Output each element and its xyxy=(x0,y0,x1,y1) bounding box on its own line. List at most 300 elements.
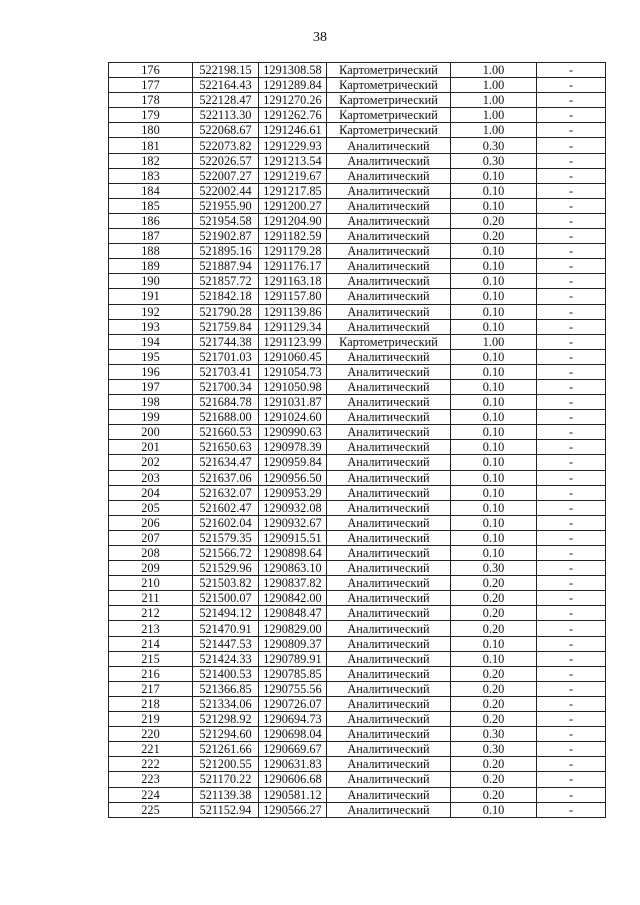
accuracy-cell: 0.10 xyxy=(451,515,537,530)
y-coordinate-cell: 1291129.34 xyxy=(259,319,327,334)
accuracy-cell: 0.20 xyxy=(451,621,537,636)
accuracy-cell: 0.20 xyxy=(451,591,537,606)
accuracy-cell: 0.10 xyxy=(451,395,537,410)
y-coordinate-cell: 1290956.50 xyxy=(259,470,327,485)
y-coordinate-cell: 1290631.83 xyxy=(259,757,327,772)
table-row xyxy=(109,621,606,636)
x-coordinate-cell: 521744.38 xyxy=(193,334,259,349)
x-coordinate-cell: 521790.28 xyxy=(193,304,259,319)
note-cell: - xyxy=(537,802,606,817)
accuracy-cell: 0.10 xyxy=(451,379,537,394)
point-number-cell: 212 xyxy=(109,606,193,621)
method-cell: Аналитический xyxy=(327,213,451,228)
note-cell: - xyxy=(537,470,606,485)
point-number-cell: 187 xyxy=(109,229,193,244)
y-coordinate-cell: 1291050.98 xyxy=(259,379,327,394)
note-cell: - xyxy=(537,742,606,757)
method-cell: Аналитический xyxy=(327,530,451,545)
y-coordinate-cell: 1290669.67 xyxy=(259,742,327,757)
note-cell: - xyxy=(537,727,606,742)
x-coordinate-cell: 521447.53 xyxy=(193,636,259,651)
table-row xyxy=(109,349,606,364)
note-cell: - xyxy=(537,259,606,274)
x-coordinate-cell: 521400.53 xyxy=(193,666,259,681)
note-cell: - xyxy=(537,274,606,289)
y-coordinate-cell: 1291270.26 xyxy=(259,93,327,108)
y-coordinate-cell: 1291163.18 xyxy=(259,274,327,289)
note-cell: - xyxy=(537,108,606,123)
point-number-cell: 208 xyxy=(109,546,193,561)
method-cell: Аналитический xyxy=(327,515,451,530)
table-row xyxy=(109,681,606,696)
x-coordinate-cell: 521842.18 xyxy=(193,289,259,304)
table-row xyxy=(109,274,606,289)
method-cell: Аналитический xyxy=(327,576,451,591)
method-cell: Аналитический xyxy=(327,244,451,259)
x-coordinate-cell: 522026.57 xyxy=(193,153,259,168)
table-row xyxy=(109,772,606,787)
point-number-cell: 185 xyxy=(109,198,193,213)
accuracy-cell: 0.30 xyxy=(451,727,537,742)
table-row xyxy=(109,606,606,621)
method-cell: Аналитический xyxy=(327,712,451,727)
point-number-cell: 181 xyxy=(109,138,193,153)
point-number-cell: 176 xyxy=(109,63,193,78)
y-coordinate-cell: 1290953.29 xyxy=(259,485,327,500)
table-row xyxy=(109,757,606,772)
method-cell: Аналитический xyxy=(327,621,451,636)
note-cell: - xyxy=(537,636,606,651)
note-cell: - xyxy=(537,425,606,440)
x-coordinate-cell: 521602.47 xyxy=(193,500,259,515)
accuracy-cell: 0.10 xyxy=(451,198,537,213)
note-cell: - xyxy=(537,651,606,666)
point-number-cell: 184 xyxy=(109,183,193,198)
y-coordinate-cell: 1290581.12 xyxy=(259,787,327,802)
point-number-cell: 199 xyxy=(109,410,193,425)
x-coordinate-cell: 521637.06 xyxy=(193,470,259,485)
method-cell: Картометрический xyxy=(327,93,451,108)
accuracy-cell: 0.20 xyxy=(451,576,537,591)
x-coordinate-cell: 521703.41 xyxy=(193,364,259,379)
x-coordinate-cell: 521261.66 xyxy=(193,742,259,757)
note-cell: - xyxy=(537,787,606,802)
note-cell: - xyxy=(537,666,606,681)
accuracy-cell: 0.20 xyxy=(451,681,537,696)
accuracy-cell: 0.10 xyxy=(451,530,537,545)
point-number-cell: 214 xyxy=(109,636,193,651)
method-cell: Аналитический xyxy=(327,440,451,455)
point-number-cell: 182 xyxy=(109,153,193,168)
method-cell: Аналитический xyxy=(327,183,451,198)
method-cell: Аналитический xyxy=(327,229,451,244)
note-cell: - xyxy=(537,681,606,696)
point-number-cell: 209 xyxy=(109,561,193,576)
table-row xyxy=(109,138,606,153)
note-cell: - xyxy=(537,229,606,244)
y-coordinate-cell: 1290726.07 xyxy=(259,696,327,711)
accuracy-cell: 0.10 xyxy=(451,425,537,440)
x-coordinate-cell: 521895.16 xyxy=(193,244,259,259)
method-cell: Аналитический xyxy=(327,742,451,757)
point-number-cell: 186 xyxy=(109,213,193,228)
method-cell: Аналитический xyxy=(327,802,451,817)
x-coordinate-cell: 522198.15 xyxy=(193,63,259,78)
y-coordinate-cell: 1291213.54 xyxy=(259,153,327,168)
table-row xyxy=(109,802,606,817)
accuracy-cell: 0.20 xyxy=(451,712,537,727)
accuracy-cell: 0.10 xyxy=(451,485,537,500)
y-coordinate-cell: 1290932.08 xyxy=(259,500,327,515)
y-coordinate-cell: 1291289.84 xyxy=(259,78,327,93)
note-cell: - xyxy=(537,500,606,515)
point-number-cell: 190 xyxy=(109,274,193,289)
method-cell: Аналитический xyxy=(327,319,451,334)
point-number-cell: 220 xyxy=(109,727,193,742)
point-number-cell: 198 xyxy=(109,395,193,410)
point-number-cell: 203 xyxy=(109,470,193,485)
y-coordinate-cell: 1291229.93 xyxy=(259,138,327,153)
y-coordinate-cell: 1290848.47 xyxy=(259,606,327,621)
accuracy-cell: 0.20 xyxy=(451,772,537,787)
method-cell: Картометрический xyxy=(327,108,451,123)
point-number-cell: 210 xyxy=(109,576,193,591)
x-coordinate-cell: 521139.38 xyxy=(193,787,259,802)
note-cell: - xyxy=(537,379,606,394)
method-cell: Аналитический xyxy=(327,289,451,304)
table-row xyxy=(109,651,606,666)
table-row xyxy=(109,289,606,304)
y-coordinate-cell: 1290829.00 xyxy=(259,621,327,636)
method-cell: Аналитический xyxy=(327,274,451,289)
table-row xyxy=(109,470,606,485)
method-cell: Аналитический xyxy=(327,379,451,394)
point-number-cell: 204 xyxy=(109,485,193,500)
accuracy-cell: 0.10 xyxy=(451,304,537,319)
y-coordinate-cell: 1290694.73 xyxy=(259,712,327,727)
x-coordinate-cell: 521298.92 xyxy=(193,712,259,727)
accuracy-cell: 0.10 xyxy=(451,410,537,425)
point-number-cell: 216 xyxy=(109,666,193,681)
y-coordinate-cell: 1291157.80 xyxy=(259,289,327,304)
table-row xyxy=(109,561,606,576)
table-row xyxy=(109,168,606,183)
accuracy-cell: 0.20 xyxy=(451,666,537,681)
accuracy-cell: 0.10 xyxy=(451,440,537,455)
table-row xyxy=(109,364,606,379)
method-cell: Аналитический xyxy=(327,500,451,515)
method-cell: Аналитический xyxy=(327,696,451,711)
y-coordinate-cell: 1291182.59 xyxy=(259,229,327,244)
note-cell: - xyxy=(537,183,606,198)
point-number-cell: 195 xyxy=(109,349,193,364)
table-row xyxy=(109,319,606,334)
accuracy-cell: 0.10 xyxy=(451,289,537,304)
x-coordinate-cell: 522068.67 xyxy=(193,123,259,138)
method-cell: Аналитический xyxy=(327,198,451,213)
point-number-cell: 206 xyxy=(109,515,193,530)
point-number-cell: 179 xyxy=(109,108,193,123)
note-cell: - xyxy=(537,153,606,168)
method-cell: Аналитический xyxy=(327,546,451,561)
accuracy-cell: 0.10 xyxy=(451,470,537,485)
point-number-cell: 202 xyxy=(109,455,193,470)
x-coordinate-cell: 521566.72 xyxy=(193,546,259,561)
table-row xyxy=(109,787,606,802)
table-row xyxy=(109,334,606,349)
x-coordinate-cell: 522007.27 xyxy=(193,168,259,183)
y-coordinate-cell: 1290978.39 xyxy=(259,440,327,455)
note-cell: - xyxy=(537,606,606,621)
point-number-cell: 218 xyxy=(109,696,193,711)
point-number-cell: 191 xyxy=(109,289,193,304)
accuracy-cell: 0.30 xyxy=(451,153,537,168)
table-row xyxy=(109,591,606,606)
method-cell: Аналитический xyxy=(327,485,451,500)
x-coordinate-cell: 521688.00 xyxy=(193,410,259,425)
note-cell: - xyxy=(537,757,606,772)
x-coordinate-cell: 522164.43 xyxy=(193,78,259,93)
note-cell: - xyxy=(537,93,606,108)
table-row xyxy=(109,244,606,259)
x-coordinate-cell: 521170.22 xyxy=(193,772,259,787)
method-cell: Аналитический xyxy=(327,168,451,183)
point-number-cell: 193 xyxy=(109,319,193,334)
method-cell: Аналитический xyxy=(327,636,451,651)
point-number-cell: 223 xyxy=(109,772,193,787)
accuracy-cell: 0.20 xyxy=(451,787,537,802)
x-coordinate-cell: 521955.90 xyxy=(193,198,259,213)
method-cell: Аналитический xyxy=(327,410,451,425)
table-row xyxy=(109,696,606,711)
note-cell: - xyxy=(537,289,606,304)
method-cell: Аналитический xyxy=(327,349,451,364)
point-number-cell: 207 xyxy=(109,530,193,545)
method-cell: Аналитический xyxy=(327,138,451,153)
note-cell: - xyxy=(537,712,606,727)
accuracy-cell: 0.10 xyxy=(451,546,537,561)
note-cell: - xyxy=(537,78,606,93)
method-cell: Аналитический xyxy=(327,757,451,772)
x-coordinate-cell: 521857.72 xyxy=(193,274,259,289)
point-number-cell: 201 xyxy=(109,440,193,455)
accuracy-cell: 0.20 xyxy=(451,757,537,772)
note-cell: - xyxy=(537,546,606,561)
y-coordinate-cell: 1291139.86 xyxy=(259,304,327,319)
point-number-cell: 225 xyxy=(109,802,193,817)
table-row xyxy=(109,440,606,455)
table-row xyxy=(109,455,606,470)
table-row xyxy=(109,712,606,727)
method-cell: Аналитический xyxy=(327,455,451,470)
x-coordinate-cell: 521494.12 xyxy=(193,606,259,621)
note-cell: - xyxy=(537,561,606,576)
y-coordinate-cell: 1290785.85 xyxy=(259,666,327,681)
point-number-cell: 224 xyxy=(109,787,193,802)
note-cell: - xyxy=(537,485,606,500)
y-coordinate-cell: 1291060.45 xyxy=(259,349,327,364)
table-row xyxy=(109,425,606,440)
point-number-cell: 196 xyxy=(109,364,193,379)
table-row xyxy=(109,636,606,651)
accuracy-cell: 0.10 xyxy=(451,244,537,259)
table-row xyxy=(109,727,606,742)
accuracy-cell: 0.20 xyxy=(451,606,537,621)
x-coordinate-cell: 521579.35 xyxy=(193,530,259,545)
accuracy-cell: 1.00 xyxy=(451,334,537,349)
method-cell: Картометрический xyxy=(327,78,451,93)
point-number-cell: 177 xyxy=(109,78,193,93)
y-coordinate-cell: 1291179.28 xyxy=(259,244,327,259)
x-coordinate-cell: 521660.53 xyxy=(193,425,259,440)
table-row xyxy=(109,379,606,394)
table-row xyxy=(109,546,606,561)
x-coordinate-cell: 521684.78 xyxy=(193,395,259,410)
x-coordinate-cell: 522073.82 xyxy=(193,138,259,153)
note-cell: - xyxy=(537,63,606,78)
point-number-cell: 219 xyxy=(109,712,193,727)
y-coordinate-cell: 1290959.84 xyxy=(259,455,327,470)
point-number-cell: 183 xyxy=(109,168,193,183)
y-coordinate-cell: 1291123.99 xyxy=(259,334,327,349)
accuracy-cell: 0.10 xyxy=(451,455,537,470)
accuracy-cell: 1.00 xyxy=(451,63,537,78)
accuracy-cell: 0.30 xyxy=(451,138,537,153)
y-coordinate-cell: 1291204.90 xyxy=(259,213,327,228)
x-coordinate-cell: 521294.60 xyxy=(193,727,259,742)
table-row xyxy=(109,742,606,757)
point-number-cell: 213 xyxy=(109,621,193,636)
method-cell: Аналитический xyxy=(327,259,451,274)
point-number-cell: 189 xyxy=(109,259,193,274)
table-row xyxy=(109,576,606,591)
y-coordinate-cell: 1290932.67 xyxy=(259,515,327,530)
x-coordinate-cell: 521634.47 xyxy=(193,455,259,470)
x-coordinate-cell: 521334.06 xyxy=(193,696,259,711)
point-number-cell: 200 xyxy=(109,425,193,440)
note-cell: - xyxy=(537,410,606,425)
y-coordinate-cell: 1291054.73 xyxy=(259,364,327,379)
y-coordinate-cell: 1291308.58 xyxy=(259,63,327,78)
note-cell: - xyxy=(537,349,606,364)
point-number-cell: 194 xyxy=(109,334,193,349)
table-row xyxy=(109,93,606,108)
method-cell: Аналитический xyxy=(327,727,451,742)
method-cell: Картометрический xyxy=(327,123,451,138)
y-coordinate-cell: 1290842.00 xyxy=(259,591,327,606)
y-coordinate-cell: 1290606.68 xyxy=(259,772,327,787)
note-cell: - xyxy=(537,123,606,138)
table-row xyxy=(109,123,606,138)
table-row xyxy=(109,485,606,500)
point-number-cell: 192 xyxy=(109,304,193,319)
y-coordinate-cell: 1290898.64 xyxy=(259,546,327,561)
table-row xyxy=(109,259,606,274)
x-coordinate-cell: 521954.58 xyxy=(193,213,259,228)
accuracy-cell: 0.20 xyxy=(451,229,537,244)
note-cell: - xyxy=(537,591,606,606)
x-coordinate-cell: 521887.94 xyxy=(193,259,259,274)
note-cell: - xyxy=(537,198,606,213)
y-coordinate-cell: 1290809.37 xyxy=(259,636,327,651)
accuracy-cell: 0.10 xyxy=(451,349,537,364)
y-coordinate-cell: 1291176.17 xyxy=(259,259,327,274)
y-coordinate-cell: 1291262.76 xyxy=(259,108,327,123)
table-row xyxy=(109,410,606,425)
table-row xyxy=(109,530,606,545)
point-number-cell: 197 xyxy=(109,379,193,394)
coordinates-table xyxy=(108,62,606,818)
y-coordinate-cell: 1290837.82 xyxy=(259,576,327,591)
note-cell: - xyxy=(537,455,606,470)
note-cell: - xyxy=(537,334,606,349)
accuracy-cell: 0.30 xyxy=(451,561,537,576)
point-number-cell: 222 xyxy=(109,757,193,772)
note-cell: - xyxy=(537,395,606,410)
method-cell: Аналитический xyxy=(327,561,451,576)
method-cell: Аналитический xyxy=(327,666,451,681)
note-cell: - xyxy=(537,364,606,379)
accuracy-cell: 0.10 xyxy=(451,274,537,289)
y-coordinate-cell: 1290789.91 xyxy=(259,651,327,666)
table-row xyxy=(109,304,606,319)
x-coordinate-cell: 521424.33 xyxy=(193,651,259,666)
accuracy-cell: 0.10 xyxy=(451,651,537,666)
accuracy-cell: 0.30 xyxy=(451,742,537,757)
point-number-cell: 211 xyxy=(109,591,193,606)
note-cell: - xyxy=(537,515,606,530)
accuracy-cell: 0.10 xyxy=(451,319,537,334)
table-row xyxy=(109,63,606,78)
method-cell: Аналитический xyxy=(327,787,451,802)
y-coordinate-cell: 1291246.61 xyxy=(259,123,327,138)
x-coordinate-cell: 521500.07 xyxy=(193,591,259,606)
y-coordinate-cell: 1290915.51 xyxy=(259,530,327,545)
table-row xyxy=(109,153,606,168)
point-number-cell: 221 xyxy=(109,742,193,757)
accuracy-cell: 0.20 xyxy=(451,213,537,228)
accuracy-cell: 0.10 xyxy=(451,259,537,274)
y-coordinate-cell: 1290698.04 xyxy=(259,727,327,742)
y-coordinate-cell: 1291200.27 xyxy=(259,198,327,213)
note-cell: - xyxy=(537,213,606,228)
note-cell: - xyxy=(537,138,606,153)
table-row xyxy=(109,78,606,93)
x-coordinate-cell: 521200.55 xyxy=(193,757,259,772)
x-coordinate-cell: 522002.44 xyxy=(193,183,259,198)
note-cell: - xyxy=(537,440,606,455)
point-number-cell: 217 xyxy=(109,681,193,696)
table-row xyxy=(109,500,606,515)
accuracy-cell: 1.00 xyxy=(451,123,537,138)
y-coordinate-cell: 1290566.27 xyxy=(259,802,327,817)
x-coordinate-cell: 521366.85 xyxy=(193,681,259,696)
y-coordinate-cell: 1290990.63 xyxy=(259,425,327,440)
page-number: 38 xyxy=(313,30,327,45)
method-cell: Аналитический xyxy=(327,651,451,666)
x-coordinate-cell: 521902.87 xyxy=(193,229,259,244)
y-coordinate-cell: 1291024.60 xyxy=(259,410,327,425)
table-row xyxy=(109,395,606,410)
x-coordinate-cell: 521503.82 xyxy=(193,576,259,591)
table-row xyxy=(109,183,606,198)
method-cell: Аналитический xyxy=(327,153,451,168)
y-coordinate-cell: 1291219.67 xyxy=(259,168,327,183)
x-coordinate-cell: 522113.30 xyxy=(193,108,259,123)
method-cell: Картометрический xyxy=(327,334,451,349)
note-cell: - xyxy=(537,772,606,787)
accuracy-cell: 1.00 xyxy=(451,78,537,93)
